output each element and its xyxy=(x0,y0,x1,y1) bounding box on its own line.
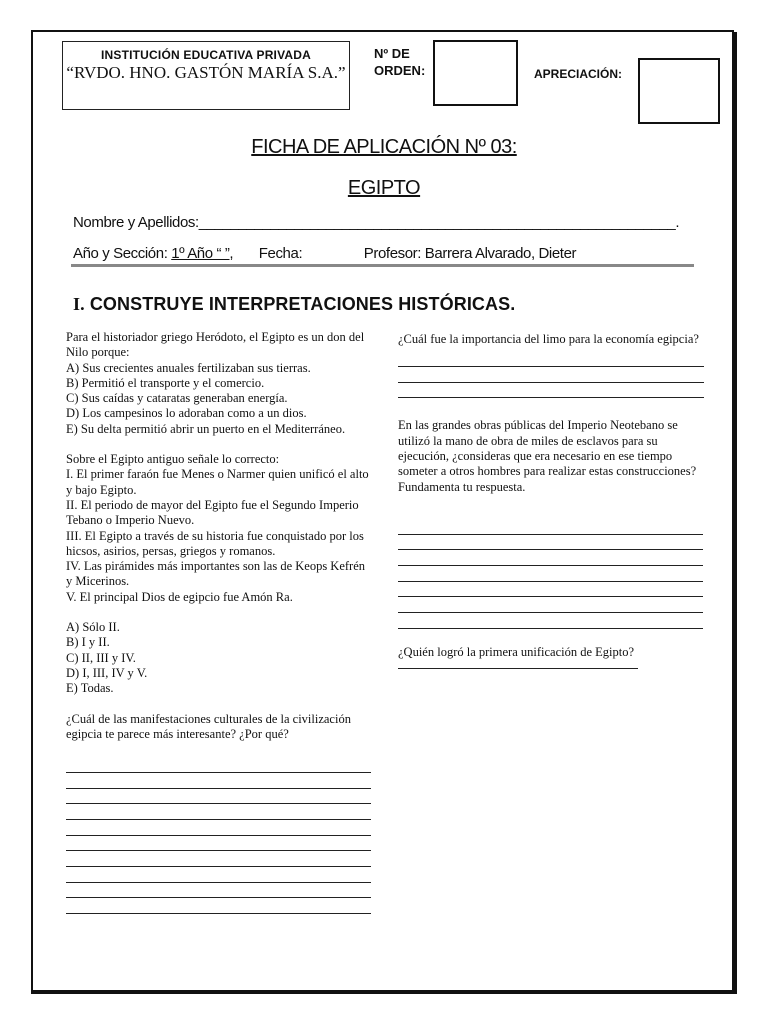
answer-line[interactable] xyxy=(398,519,703,535)
name-label: Nombre y Apellidos: xyxy=(73,214,199,231)
year-label: Año y Sección: xyxy=(73,245,172,262)
question-2-option: D) I, III, IV y V. xyxy=(66,665,148,680)
answer-line[interactable] xyxy=(398,550,703,566)
question-3-stem: ¿Cuál de las manifestaciones culturales de la civilización egipcia te parece más interesante? ¿Por qué? xyxy=(66,711,351,741)
separator-rule xyxy=(71,264,694,267)
answer-line[interactable] xyxy=(66,773,371,789)
question-1-option: C) Sus caídas y cataratas generaban energía. xyxy=(66,391,288,406)
question-2-option: C) II, III y IV. xyxy=(66,650,136,665)
answer-line[interactable] xyxy=(66,836,371,852)
answer-line[interactable] xyxy=(66,820,371,836)
school-name: “RVDO. HNO. GASTÓN MARÍA S.A.” xyxy=(66,63,346,82)
teacher-name: Profesor: Barrera Alvarado, Dieter xyxy=(363,245,577,262)
question-4-answer-lines[interactable] xyxy=(398,351,704,398)
section-heading xyxy=(73,294,515,315)
name-blank[interactable]: ____________________________________________________________. xyxy=(198,214,680,231)
answer-line[interactable] xyxy=(398,582,703,598)
section-title: CONSTRUYE INTERPRETACIONES HISTÓRICAS. xyxy=(84,294,516,314)
date-label: Fecha: xyxy=(258,245,303,262)
right-column xyxy=(398,332,708,669)
appreciation-label: APRECIACIÓN: xyxy=(534,67,623,81)
worksheet-topic: EGIPTO xyxy=(347,177,421,199)
order-number-box[interactable] xyxy=(433,40,518,106)
question-1-option: D) Los campesinos lo adoraban como a un dios. xyxy=(66,406,307,421)
worksheet-title: FICHA DE APLICACIÓN Nº 03: xyxy=(251,136,517,158)
question-2-stem: Sobre el Egipto antiguo señale lo correcto: xyxy=(66,452,280,467)
question-2-statement: III. El Egipto a través de su historia fue conquistado por los hicsos, asirios, persas, griegos y romanos. xyxy=(66,528,364,558)
question-4-stem: ¿Cuál fue la importancia del limo para la economía egipcia? xyxy=(398,332,699,346)
question-5-stem: En las grandes obras públicas del Imperio Neotebano se utilizó la mano de obra de miles de esclavos para su ejecución, ¿consideras que era necesario en ese tiempo someter a otros hombres para realizar estas construcciones? Fundamenta tu respuesta. xyxy=(398,418,697,494)
answer-line[interactable] xyxy=(398,367,704,383)
question-1-option: E) Su delta permitió abrir un puerto en el Mediterráneo. xyxy=(66,421,346,436)
question-1-stem: Para el historiador griego Heródoto, el Egipto es un don del Nilo porque: xyxy=(66,330,365,360)
question-2-option: E) Todas. xyxy=(66,681,114,696)
answer-line[interactable] xyxy=(66,883,371,899)
question-5-answer-lines[interactable] xyxy=(398,519,703,629)
question-2-statement: IV. Las pirámides más importantes son las de Keops Kefrén y Micerinos. xyxy=(66,559,366,589)
left-column xyxy=(66,330,372,914)
question-3-answer-lines[interactable] xyxy=(66,757,371,914)
question-1-option: B) Permitió el transporte y el comercio. xyxy=(66,375,265,390)
question-2-option: B) I y II. xyxy=(66,635,110,650)
answer-line[interactable] xyxy=(66,898,371,914)
answer-line[interactable] xyxy=(66,789,371,805)
question-6-stem: ¿Quién logró la primera unificación de Egipto? xyxy=(398,644,635,659)
question-6-answer-line[interactable] xyxy=(398,660,638,669)
section-number: I. xyxy=(73,294,85,314)
answer-line[interactable] xyxy=(398,351,704,367)
question-2-statement: II. El periodo de mayor del Egipto fue el Segundo Imperio Tebano o Imperio Nuevo. xyxy=(66,497,359,528)
order-label xyxy=(374,45,425,79)
question-2-statement: I. El primer faraón fue Menes o Narmer quien unificó el alto y bajo Egipto. xyxy=(66,467,369,497)
student-year-line xyxy=(73,245,576,262)
answer-line[interactable] xyxy=(66,851,371,867)
answer-line[interactable] xyxy=(66,757,371,773)
order-label-line1: Nº DE xyxy=(374,46,410,61)
answer-line[interactable] xyxy=(66,867,371,883)
answer-line[interactable] xyxy=(398,383,704,399)
question-2-statement: V. El principal Dios de egipcio fue Amón Ra. xyxy=(66,589,293,604)
answer-line[interactable] xyxy=(398,597,703,613)
year-value[interactable]: 1º Año “ ”, xyxy=(171,245,234,262)
student-name-line xyxy=(73,214,679,231)
order-label-line2: ORDEN: xyxy=(374,63,426,78)
school-box xyxy=(62,41,350,110)
school-type: INSTITUCIÓN EDUCATIVA PRIVADA xyxy=(100,48,312,62)
appreciation-box[interactable] xyxy=(638,58,720,124)
question-1-option: A) Sus crecientes anuales fertilizaban sus tierras. xyxy=(66,360,311,375)
frame-shadow-bottom xyxy=(31,990,737,994)
answer-line[interactable] xyxy=(398,613,703,629)
answer-line[interactable] xyxy=(398,566,703,582)
answer-line[interactable] xyxy=(66,804,371,820)
answer-line[interactable] xyxy=(398,535,703,551)
question-2-option: A) Sólo II. xyxy=(66,620,120,635)
